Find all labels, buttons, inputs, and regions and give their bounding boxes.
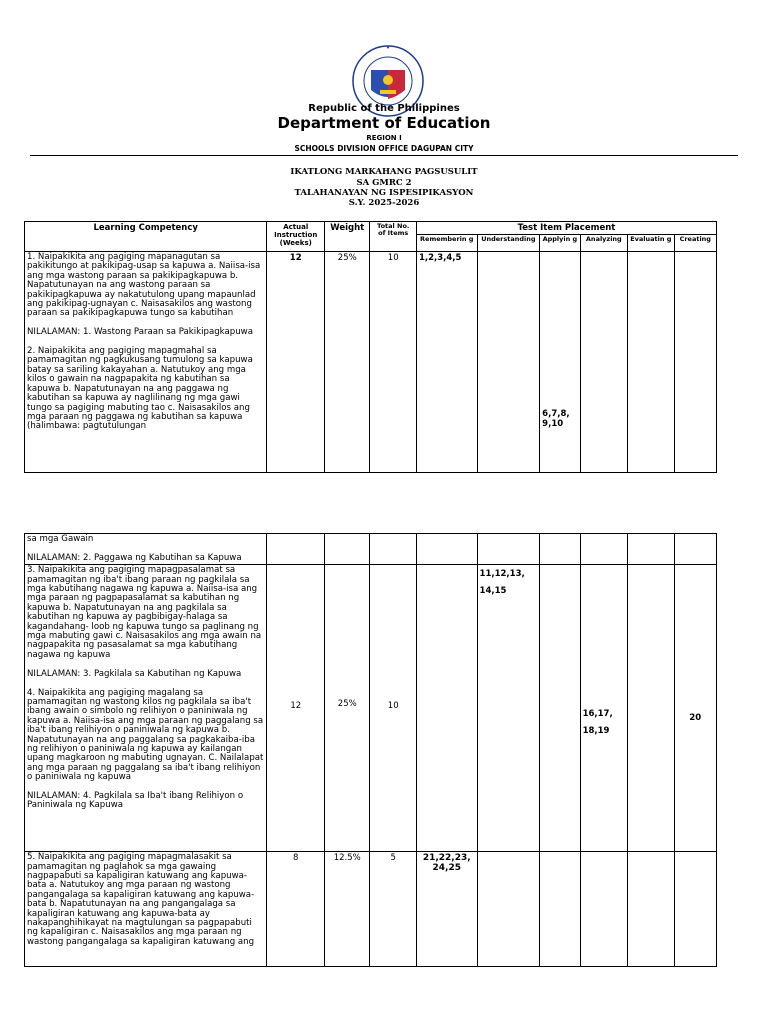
analyzing-cell (580, 534, 627, 565)
competency-cell: 5. Naipakikita ang pagiging mapagmalasakit sa pamamagitan ng paglahok sa mga gawaing nagpapabuti sa kapaligiran katuwang ang kapuwa-bata a. Natutukoy ang mga paraan ng wastong pangangalaga sa kapaligiran katuwang ang kapuwa-bata b. Napatutunayan na ang pangangalaga sa kapaligiran katuwang ang kapuwa-bata ay nakapanghihikayat na magtulungan sa pagpapabuti ng kapaligiran c. Naisasakilos ang mga paraan ng wastong pangangalaga sa kapaligiran katuwang ang (25, 852, 267, 967)
division-line: SCHOOLS DIVISION OFFICE DAGUPAN CITY (294, 144, 474, 153)
table-row (25, 252, 717, 473)
understanding-cell (477, 852, 540, 967)
header-creating: Creating (674, 235, 716, 252)
remembering-cell: 1,2,3,4,5 (416, 252, 477, 473)
header-placement: Test Item Placement (416, 222, 716, 235)
analyzing-cell (580, 852, 627, 967)
weight-cell: 25% (325, 252, 370, 473)
applying-cell: 6,7,8, 9,10 (540, 252, 580, 473)
exam-title: IKATLONG MARKAHANG PAGSUSULIT (290, 167, 478, 177)
evaluating-cell (628, 534, 674, 565)
weight-cell: 12.5% (325, 852, 370, 967)
weeks-cell (267, 534, 325, 565)
understanding-cell (477, 534, 540, 565)
tos-table-part1 (24, 221, 717, 473)
items-cell: 10 (370, 252, 416, 473)
header-instruction: Actual Instruction (Weeks) (267, 222, 325, 252)
weeks-cell: 8 (267, 852, 325, 967)
creating-cell (674, 252, 716, 473)
republic-line: Republic of the Philippines (308, 103, 460, 114)
understanding-cell: 11,12,13, 14,15 (477, 565, 540, 852)
items-cell (370, 534, 416, 565)
evaluating-cell (628, 852, 674, 967)
header-competency: Learning Competency (25, 222, 267, 252)
weeks-cell: 12 (267, 565, 325, 852)
applying-cell (540, 852, 580, 967)
tos-table-part2 (24, 533, 717, 967)
table-row (25, 565, 717, 852)
remembering-cell: 21,22,23, 24,25 (416, 852, 477, 967)
table-row (25, 534, 717, 565)
department-name: Department of Education (277, 114, 491, 132)
understanding-cell (477, 252, 540, 473)
competency-cell: sa mga Gawain NILALAMAN: 2. Paggawa ng Kabutihan sa Kapuwa (25, 534, 267, 565)
items-cell: 10 (370, 565, 416, 852)
analyzing-cell: 16,17, 18,19 (580, 565, 627, 852)
competency-cell: 3. Naipakikita ang pagiging mapagpasalamat sa pamamagitan ng iba't ibang paraan ng pagkilala sa mga kabutihang nagawa ng kapuwa a. Naiisa-isa ang mga paraan ng pagpapasalamat sa kabutihan ng kapuwa b. Napatutunayan na ang pagkilala sa kabutihan ng kapuwa ay pagbibigay-halaga sa kagandahang- loob ng kapuwa tungo sa paglinang ng mga mabuting gawi c. Naisasakilos ang mga awain na nagpapakita ng pasasalamat sa mga kabutihang nagawa ng kapuwa NILALAMAN: 3. Pagkilala sa Kabutihan ng Kapuwa 4. Naipakikita ang pagiging magalang sa pamamagitan ng wastong kilos ng pagkilala sa iba't ibang awain o simbolo ng relihiyon o paniniwala ng kapuwa a. Naiisa-isa ang mga paraan ng paggalang sa iba't ibang relihiyon o paniniwala ng kapuwa b. Napatutunayan na ang paggalang sa pagkakaiba-iba ng relihiyon o paniniwala ng kapuwa ay kailangan upang magkaroon ng mabuting ugnayan. C. Nailalapat ang mga paraan ng paggalang sa iba't ibang relihiyon o paniniwala ng kapuwa NILALAMAN: 4. Pagkilala sa Iba't ibang Relihiyon o Paniniwala ng Kapuwa (25, 565, 267, 852)
header-weight: Weight (325, 222, 370, 252)
header-items: Total No. of Items (370, 222, 416, 252)
weight-cell: 25% (325, 565, 370, 852)
header-remembering: Rememberin g (416, 235, 477, 252)
applying-cell (540, 565, 580, 852)
creating-cell (674, 534, 716, 565)
header-evaluating: Evaluatin g (628, 235, 674, 252)
remembering-cell (416, 565, 477, 852)
weight-cell (325, 534, 370, 565)
analyzing-cell (580, 252, 627, 473)
header-applying: Applyin g (540, 235, 580, 252)
remembering-cell (416, 534, 477, 565)
header-analyzing: Analyzing (580, 235, 627, 252)
header-divider (30, 155, 738, 156)
tos-title: TALAHANAYAN NG ISPESIPIKASYON (294, 188, 474, 198)
evaluating-cell (628, 252, 674, 473)
creating-cell: 20 (674, 565, 716, 852)
school-year: S.Y. 2025-2026 (348, 198, 420, 208)
creating-cell (674, 852, 716, 967)
evaluating-cell (628, 565, 674, 852)
subject-title: SA GMRC 2 (356, 178, 412, 188)
region-line: REGION I (366, 134, 402, 142)
table-row (25, 852, 717, 967)
weeks-cell: 12 (267, 252, 325, 473)
applying-cell (540, 534, 580, 565)
items-cell: 5 (370, 852, 416, 967)
header-understanding: Understanding (477, 235, 540, 252)
competency-cell: 1. Naipakikita ang pagiging mapanagutan sa pakikitungo at pakikipag-usap sa kapuwa a. Naiisa-isa ang mga wastong paraan sa pakikipagkapuwa b. Napatutunayan na ang wastong paraan sa pakikipagkapuwa ay nakatutulong upang mapaunlad ang pakikipag-ugnayan c. Naisasakilos ang wastong paraan sa pakikipagkapuwa tungo sa kabutihan NILALAMAN: 1. Wastong Paraan sa Pakikipagkapuwa 2. Naipakikita ang pagiging mapagmahal sa pamamagitan ng pagkukusang tumulong sa kapuwa batay sa sariling kakayahan a. Natutukoy ang mga kilos o gawain na nagpapakita ng kabutihan sa kapuwa b. Napatutunayan na ang paggawa ng kabutihan sa kapuwa ay naglilinang ng mga gawi tungo sa pagiging mabuting tao c. Naisasakilos ang mga paraan ng paggawa ng kabutihan sa kapuwa (halimbawa: pagtutulungan (25, 252, 267, 473)
